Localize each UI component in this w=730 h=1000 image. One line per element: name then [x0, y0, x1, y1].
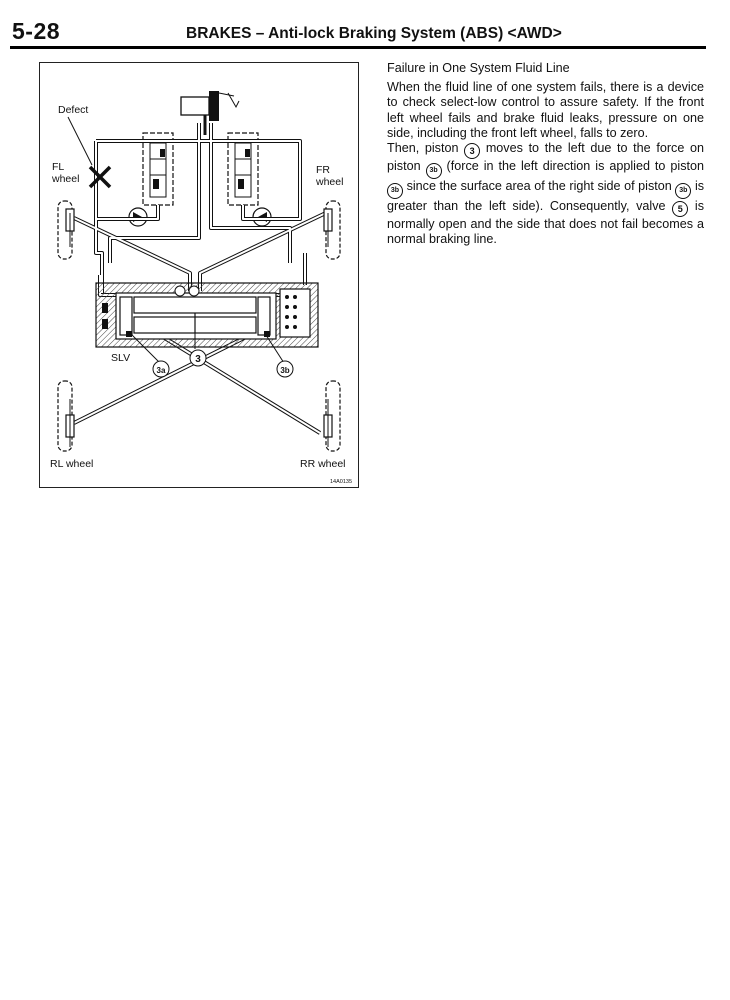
fr-label-line1: FR [316, 164, 330, 176]
p2-b: moves to the left due to the force on piston [387, 141, 705, 174]
defect-x-icon [90, 167, 110, 187]
paragraph-1: When the fluid line of one system fails, there is a device to check select-low control to assure safety. If the front left wheel fails and brake fluid leaks, pressure on one side, including the front left wheel, falls to zero. [387, 80, 704, 140]
diagram-svg [40, 63, 360, 489]
piston-3-ref: 3 [464, 143, 480, 159]
piston-3b-ref-3: 3b [675, 183, 691, 199]
rr-wheel-label: RR wheel [300, 458, 346, 470]
callout-3b: 3b [280, 366, 290, 375]
rl-wheel-icon [58, 381, 74, 451]
piston-3b-ref-2: 3b [387, 183, 403, 199]
hydraulic-unit-left [143, 133, 173, 205]
page-number: 5-28 [12, 18, 61, 44]
fr-wheel-icon [324, 201, 340, 259]
section-title: Failure in One System Fluid Line [387, 61, 570, 75]
fl-label-line1: FL [52, 161, 65, 173]
p2-c: (force in the left direction is applied to piston [446, 159, 704, 174]
fl-label-line2: wheel [52, 173, 80, 185]
callout-3: 3 [195, 354, 201, 365]
fl-wheel-icon [58, 201, 74, 259]
p2-d: since the surface area of the right side of piston [406, 179, 672, 194]
slv-label: SLV [111, 352, 131, 364]
abs-failure-diagram [39, 62, 359, 488]
figure-code: 14A0135 [330, 479, 353, 485]
body-text [387, 61, 704, 247]
piston-3b-ref-1: 3b [426, 163, 442, 179]
header-rule [10, 46, 706, 49]
p2-a: Then, piston [387, 141, 459, 156]
rl-wheel-label: RL wheel [50, 458, 94, 470]
paragraph-2 [387, 141, 704, 247]
rr-wheel-icon [324, 381, 340, 451]
brake-lines [74, 123, 330, 433]
defect-label: Defect [58, 104, 89, 116]
valve-5-ref: 5 [672, 201, 688, 217]
select-low-valve [96, 283, 318, 347]
fr-label-line2: wheel [316, 176, 344, 188]
page-title: BRAKES – Anti-lock Braking System (ABS) <AWD> [186, 25, 562, 42]
p2-e: is greater than the left side). Consequently, valve [387, 179, 705, 214]
hydraulic-unit-right [228, 133, 258, 205]
p2-f: is normally open and the side that does not fail becomes a normal braking line. [387, 199, 705, 247]
callout-3a: 3a [156, 366, 166, 375]
